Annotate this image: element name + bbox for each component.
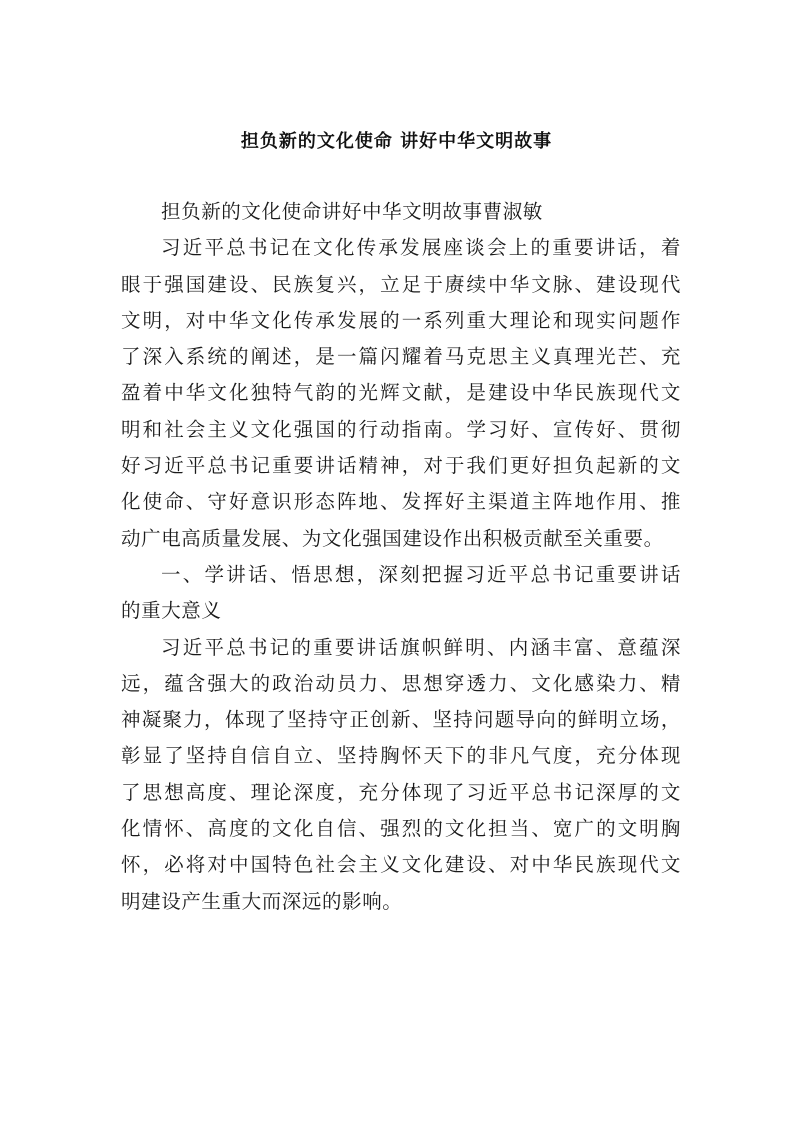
paragraph-line: 化使命、守好意识形态阵地、发挥好主渠道主阵地作用、推: [121, 490, 681, 514]
paragraph-line: 明建设产生重大而深远的影响。: [121, 889, 403, 913]
paragraph-line: 化情怀、高度的文化自信、强烈的文化担当、宽广的文明胸: [121, 817, 681, 841]
document-title: 担负新的文化使命 讲好中华文明故事: [240, 131, 553, 152]
paragraph-line: 习近平总书记的重要讲话旗帜鲜明、内涵丰富、意蕴深: [161, 635, 681, 659]
paragraph-line: 动广电高质量发展、为文化强国建设作出积极贡献至关重要。: [121, 526, 664, 550]
paragraph-line: 眼于强国建设、民族复兴，立足于赓续中华文脉、建设现代: [121, 272, 681, 296]
paragraph-line: 彰显了坚持自信自立、坚持胸怀天下的非凡气度，充分体现: [121, 744, 681, 768]
paragraph-line: 了思想高度、理论深度，充分体现了习近平总书记深厚的文: [121, 780, 681, 804]
section-heading-line: 的重大意义: [121, 599, 222, 623]
paragraph-line: 远，蕴含强大的政治动员力、思想穿透力、文化感染力、精: [121, 671, 681, 695]
paragraph-line: 盈着中华文化独特气韵的光辉文献，是建设中华民族现代文: [121, 381, 681, 405]
paragraph-line: 文明，对中华文化传承发展的一系列重大理论和现实问题作: [121, 308, 681, 332]
author-line: 担负新的文化使命讲好中华文明故事曹淑敏: [161, 200, 543, 223]
paragraph-line: 怀，必将对中国特色社会主义文化建设、对中华民族现代文: [121, 853, 681, 877]
paragraph-line: 神凝聚力，体现了坚持守正创新、坚持问题导向的鲜明立场，: [121, 708, 681, 732]
paragraph-line: 明和社会主义文化强国的行动指南。学习好、宣传好、贯彻: [121, 417, 681, 441]
paragraph-line: 了深入系统的阐述，是一篇闪耀着马克思主义真理光芒、充: [121, 345, 681, 369]
paragraph-line: 习近平总书记在文化传承发展座谈会上的重要讲话，着: [161, 236, 681, 260]
document-body: [121, 194, 681, 920]
paragraph-line: 好习近平总书记重要讲话精神，对于我们更好担负起新的文: [121, 454, 681, 478]
section-heading-line: 一、学讲话、悟思想，深刻把握习近平总书记重要讲话: [161, 562, 681, 586]
